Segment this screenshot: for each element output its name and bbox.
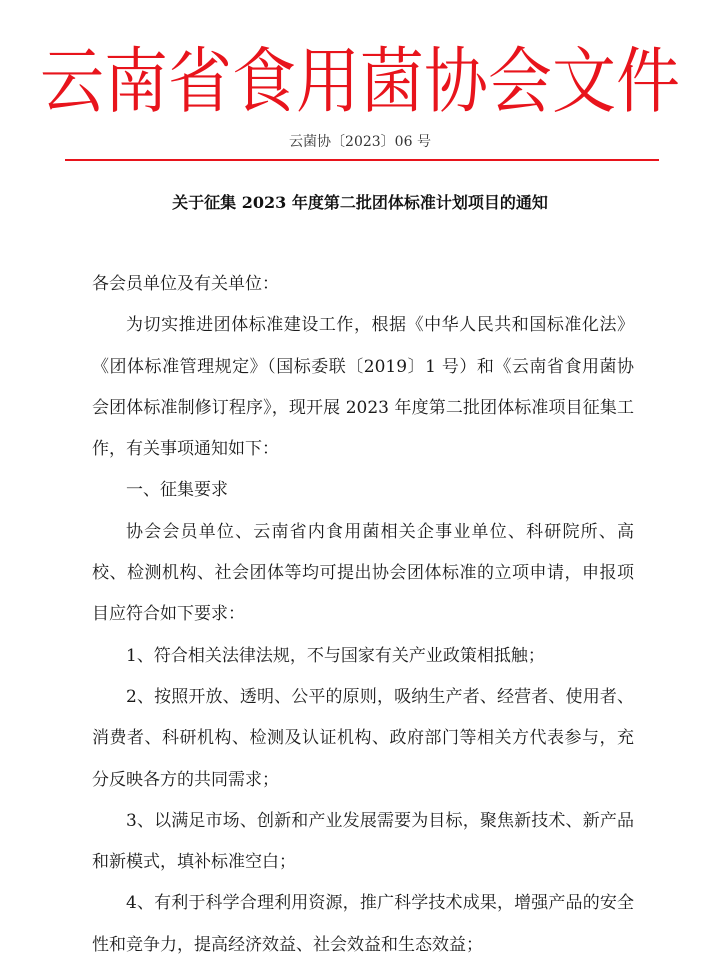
requirement-item-1: 1、符合相关法律法规，不与国家有关产业政策相抵触； bbox=[126, 645, 545, 666]
red-divider-line bbox=[65, 159, 659, 161]
section-intro-paragraph: 协会会员单位、云南省内食用菌相关企事业单位、科研院所、高校、检测机构、社会团体等均可提出协会团体标准的立项申请，申报项目应符合如下要求： bbox=[92, 521, 634, 625]
requirement-item-3: 3、以满足市场、创新和产业发展需要为目标，聚焦新技术、新产品和新模式，填补标准空白； bbox=[92, 810, 634, 873]
document-body bbox=[92, 264, 634, 966]
notice-title: 关于征集 2023 年度第二批团体标准计划项目的通知 bbox=[172, 193, 548, 212]
document-number: 云菌协〔2023〕06 号 bbox=[289, 134, 431, 150]
section-heading-requirements: 一、征集要求 bbox=[126, 480, 228, 501]
org-masthead-title: 云南省食用菌协会文件 bbox=[40, 41, 680, 125]
salutation: 各会员单位及有关单位： bbox=[92, 274, 279, 294]
requirement-item-4: 4、有利于科学合理利用资源，推广科学技术成果，增强产品的安全性和竞争力，提高经济效益、社会效益和生态效益； bbox=[92, 893, 634, 955]
requirement-item-2: 2、按照开放、透明、公平的原则，吸纳生产者、经营者、使用者、消费者、科研机构、检测及认证机构、政府部门等相关方代表参与，充分反映各方的共同需求； bbox=[92, 686, 634, 790]
intro-paragraph: 为切实推进团体标准建设工作，根据《中华人民共和国标准化法》《团体标准管理规定》（国标委联〔2019〕1 号）和《云南省食用菌协会团体标准制修订程序》，现开展 2023 年度第二批团体标准项目征集工作，有关事项通知如下： bbox=[92, 315, 634, 460]
